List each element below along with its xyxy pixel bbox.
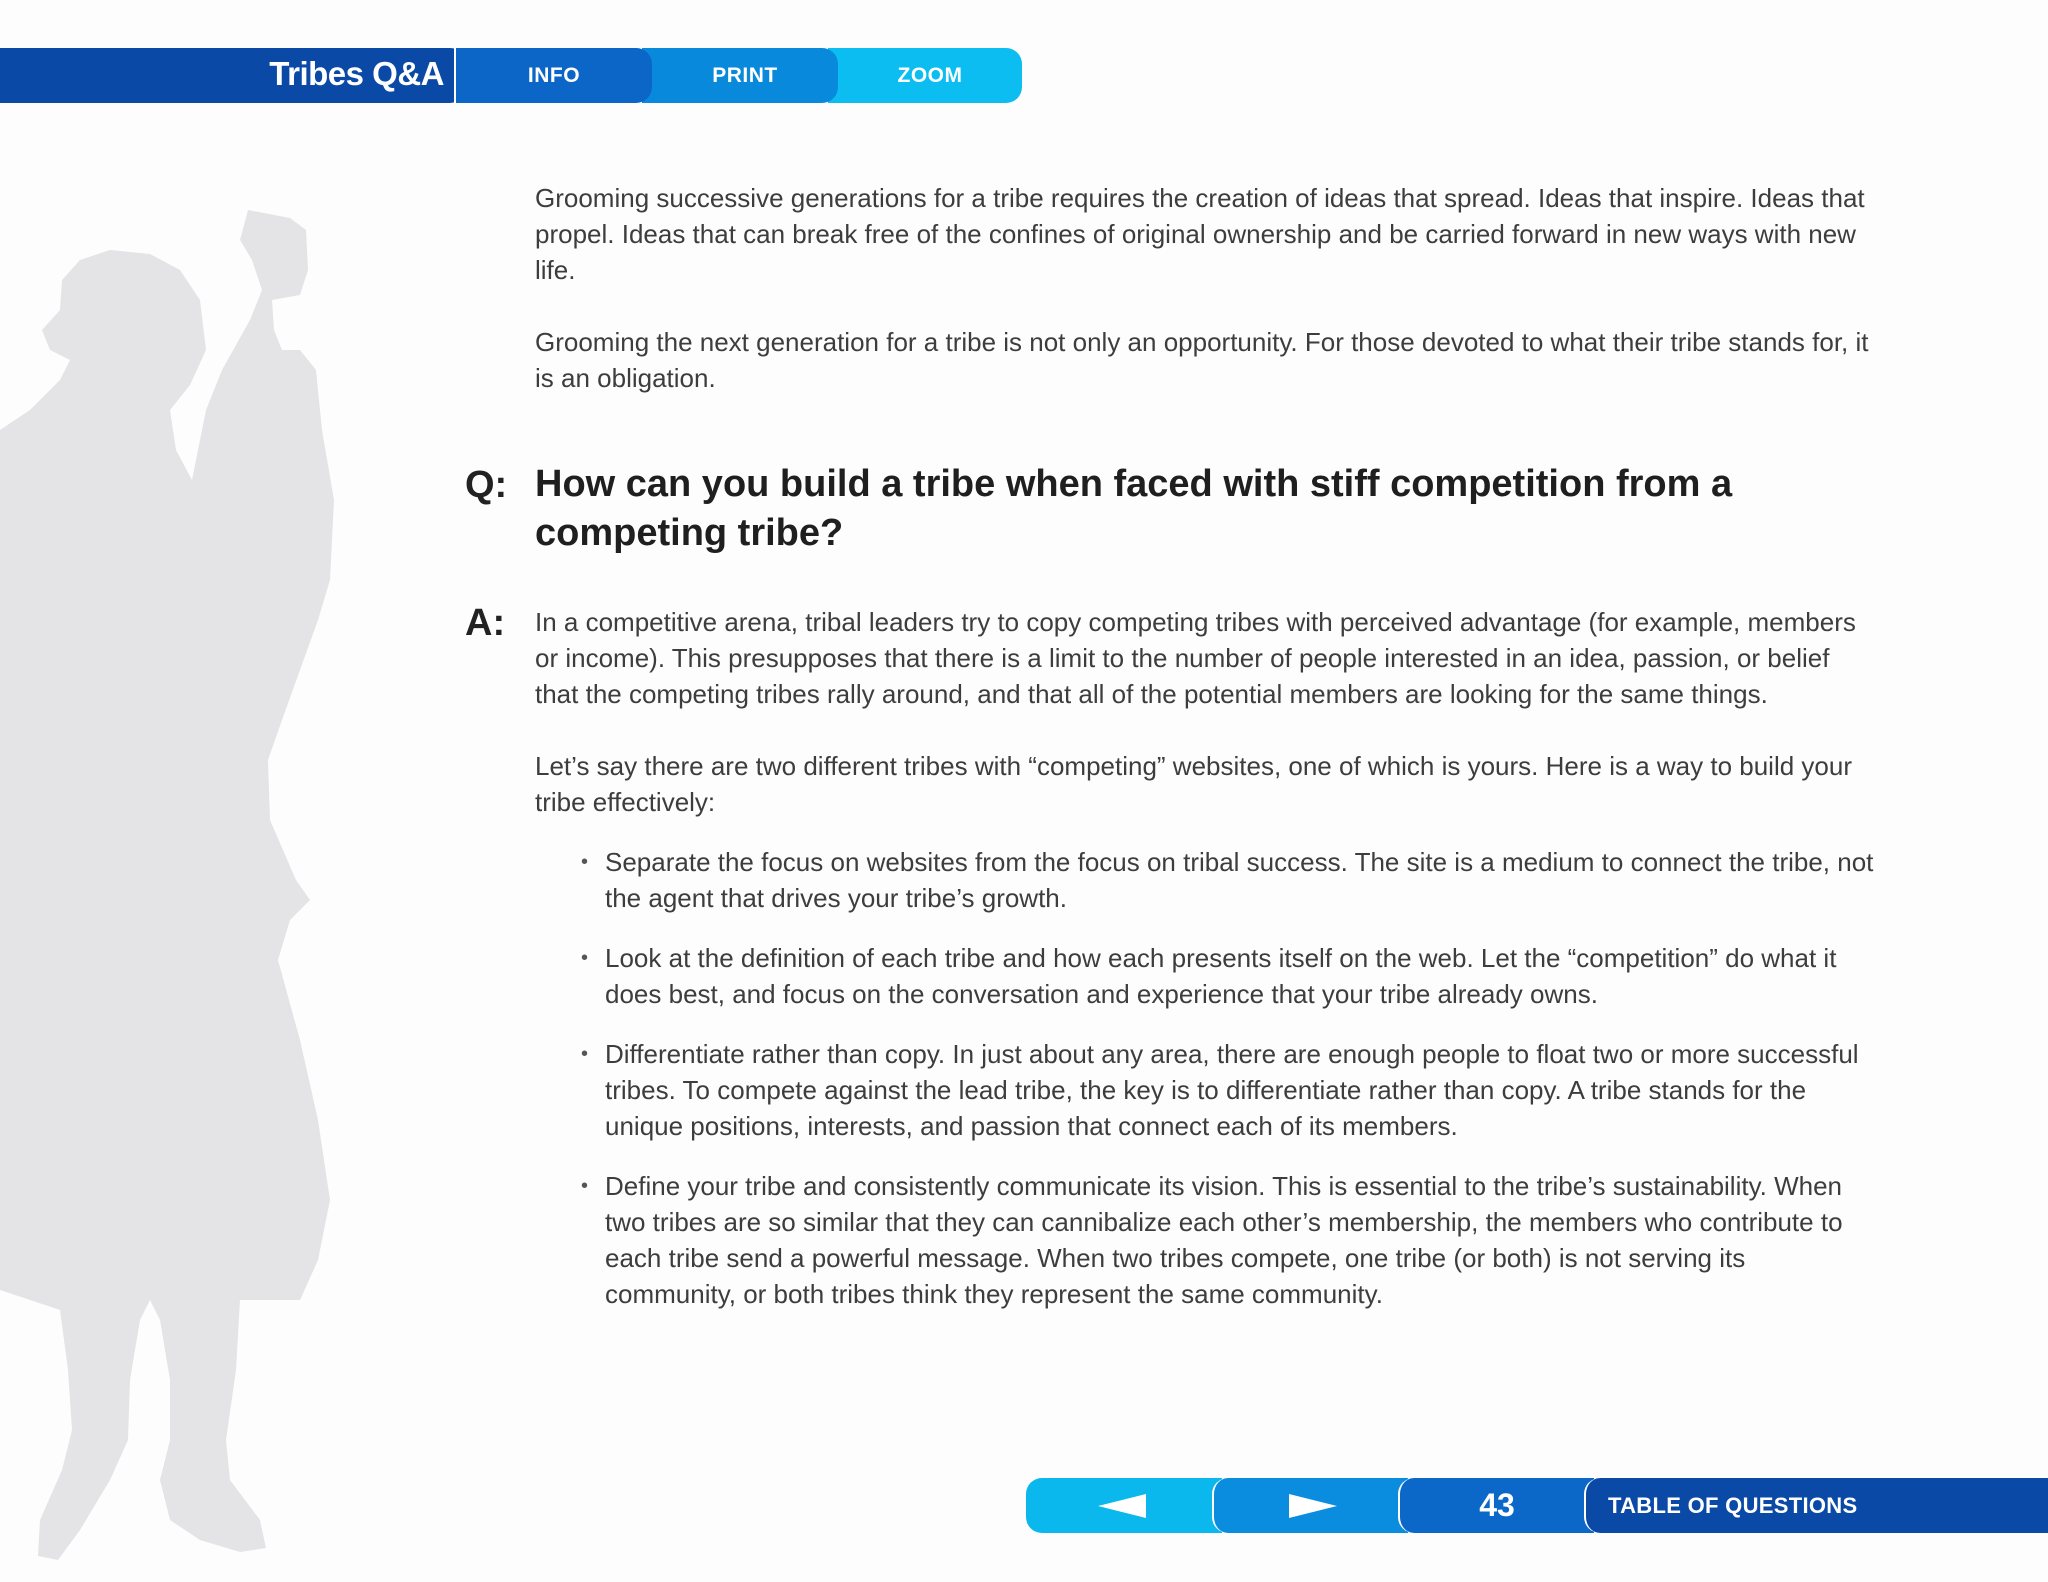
strategy-list (535, 844, 1875, 1312)
right-arrow-icon (1285, 1494, 1337, 1518)
question-label: Q: (465, 464, 508, 506)
previous-page-button[interactable] (1026, 1478, 1224, 1533)
list-item: • Define your tribe and consistently communicate its vision. This is essential to the tribe’s sustainability. When two tribes are so similar that they can cannibalize each other’s membership, the members who contribute to each tribe send a powerful message. When two tribes compete, one tribe (or both) is not serving its community, or both tribes think they represent the same community. (605, 1168, 1875, 1312)
question-heading: How can you build a tribe when faced with stiff competition from a competing tribe? (535, 463, 1733, 554)
main-content (465, 180, 1875, 1336)
left-arrow-icon (1098, 1494, 1150, 1518)
answer-block (465, 602, 1875, 1312)
table-of-questions-button[interactable]: TABLE OF QUESTIONS (1584, 1478, 2048, 1533)
list-item: • Differentiate rather than copy. In just about any area, there are enough people to float two or more successful tribes. To compete against the lead tribe, the key is to differentiate rather than copy. A tribe stands for the unique positions, interests, and passion that connect each of its members. (605, 1036, 1875, 1144)
brand-banner (0, 48, 466, 103)
list-item: • Look at the definition of each tribe and how each presents itself on the web. Let the “competition” do what it does best, and focus on the conversation and experience that your tribe already owns. (605, 940, 1875, 1012)
print-tab[interactable]: PRINT (640, 48, 838, 103)
next-page-button[interactable] (1212, 1478, 1410, 1533)
person-silhouette-image (0, 200, 360, 1560)
brand-title: Tribes Q&A (269, 55, 444, 92)
answer-paragraph: In a competitive arena, tribal leaders try to copy competing tribes with perceived advantage (for example, members or income). This presupposes that there is a limit to the number of people interested in an idea, passion, or belief that the competing tribes rally around, and that all of the potential members are looking for the same things. (535, 607, 1856, 709)
answer-label: A: (465, 602, 506, 644)
zoom-tab[interactable]: ZOOM (826, 48, 1022, 103)
list-item: • Separate the focus on websites from the focus on tribal success. The site is a medium to connect the tribe, not the agent that drives your tribe’s growth. (605, 844, 1875, 916)
answer-paragraph: Let’s say there are two different tribes with “competing” websites, one of which is yours. Here is a way to build your tribe effectively: (535, 751, 1852, 817)
intro-paragraph: Grooming successive generations for a tribe requires the creation of ideas that spread. Ideas that inspire. Ideas that propel. Ideas that can break free of the confines of original ownership and be carried forward in new ways with new life. (535, 183, 1865, 285)
page-number: 43 (1398, 1478, 1596, 1533)
bottom-navigation-bar (1026, 1478, 2048, 1533)
question-block (465, 460, 1875, 558)
intro-paragraph: Grooming the next generation for a tribe is not only an opportunity. For those devoted to what their tribe stands for, it is an obligation. (535, 327, 1869, 393)
top-navigation-bar (0, 48, 1022, 103)
info-tab[interactable]: INFO (454, 48, 652, 103)
